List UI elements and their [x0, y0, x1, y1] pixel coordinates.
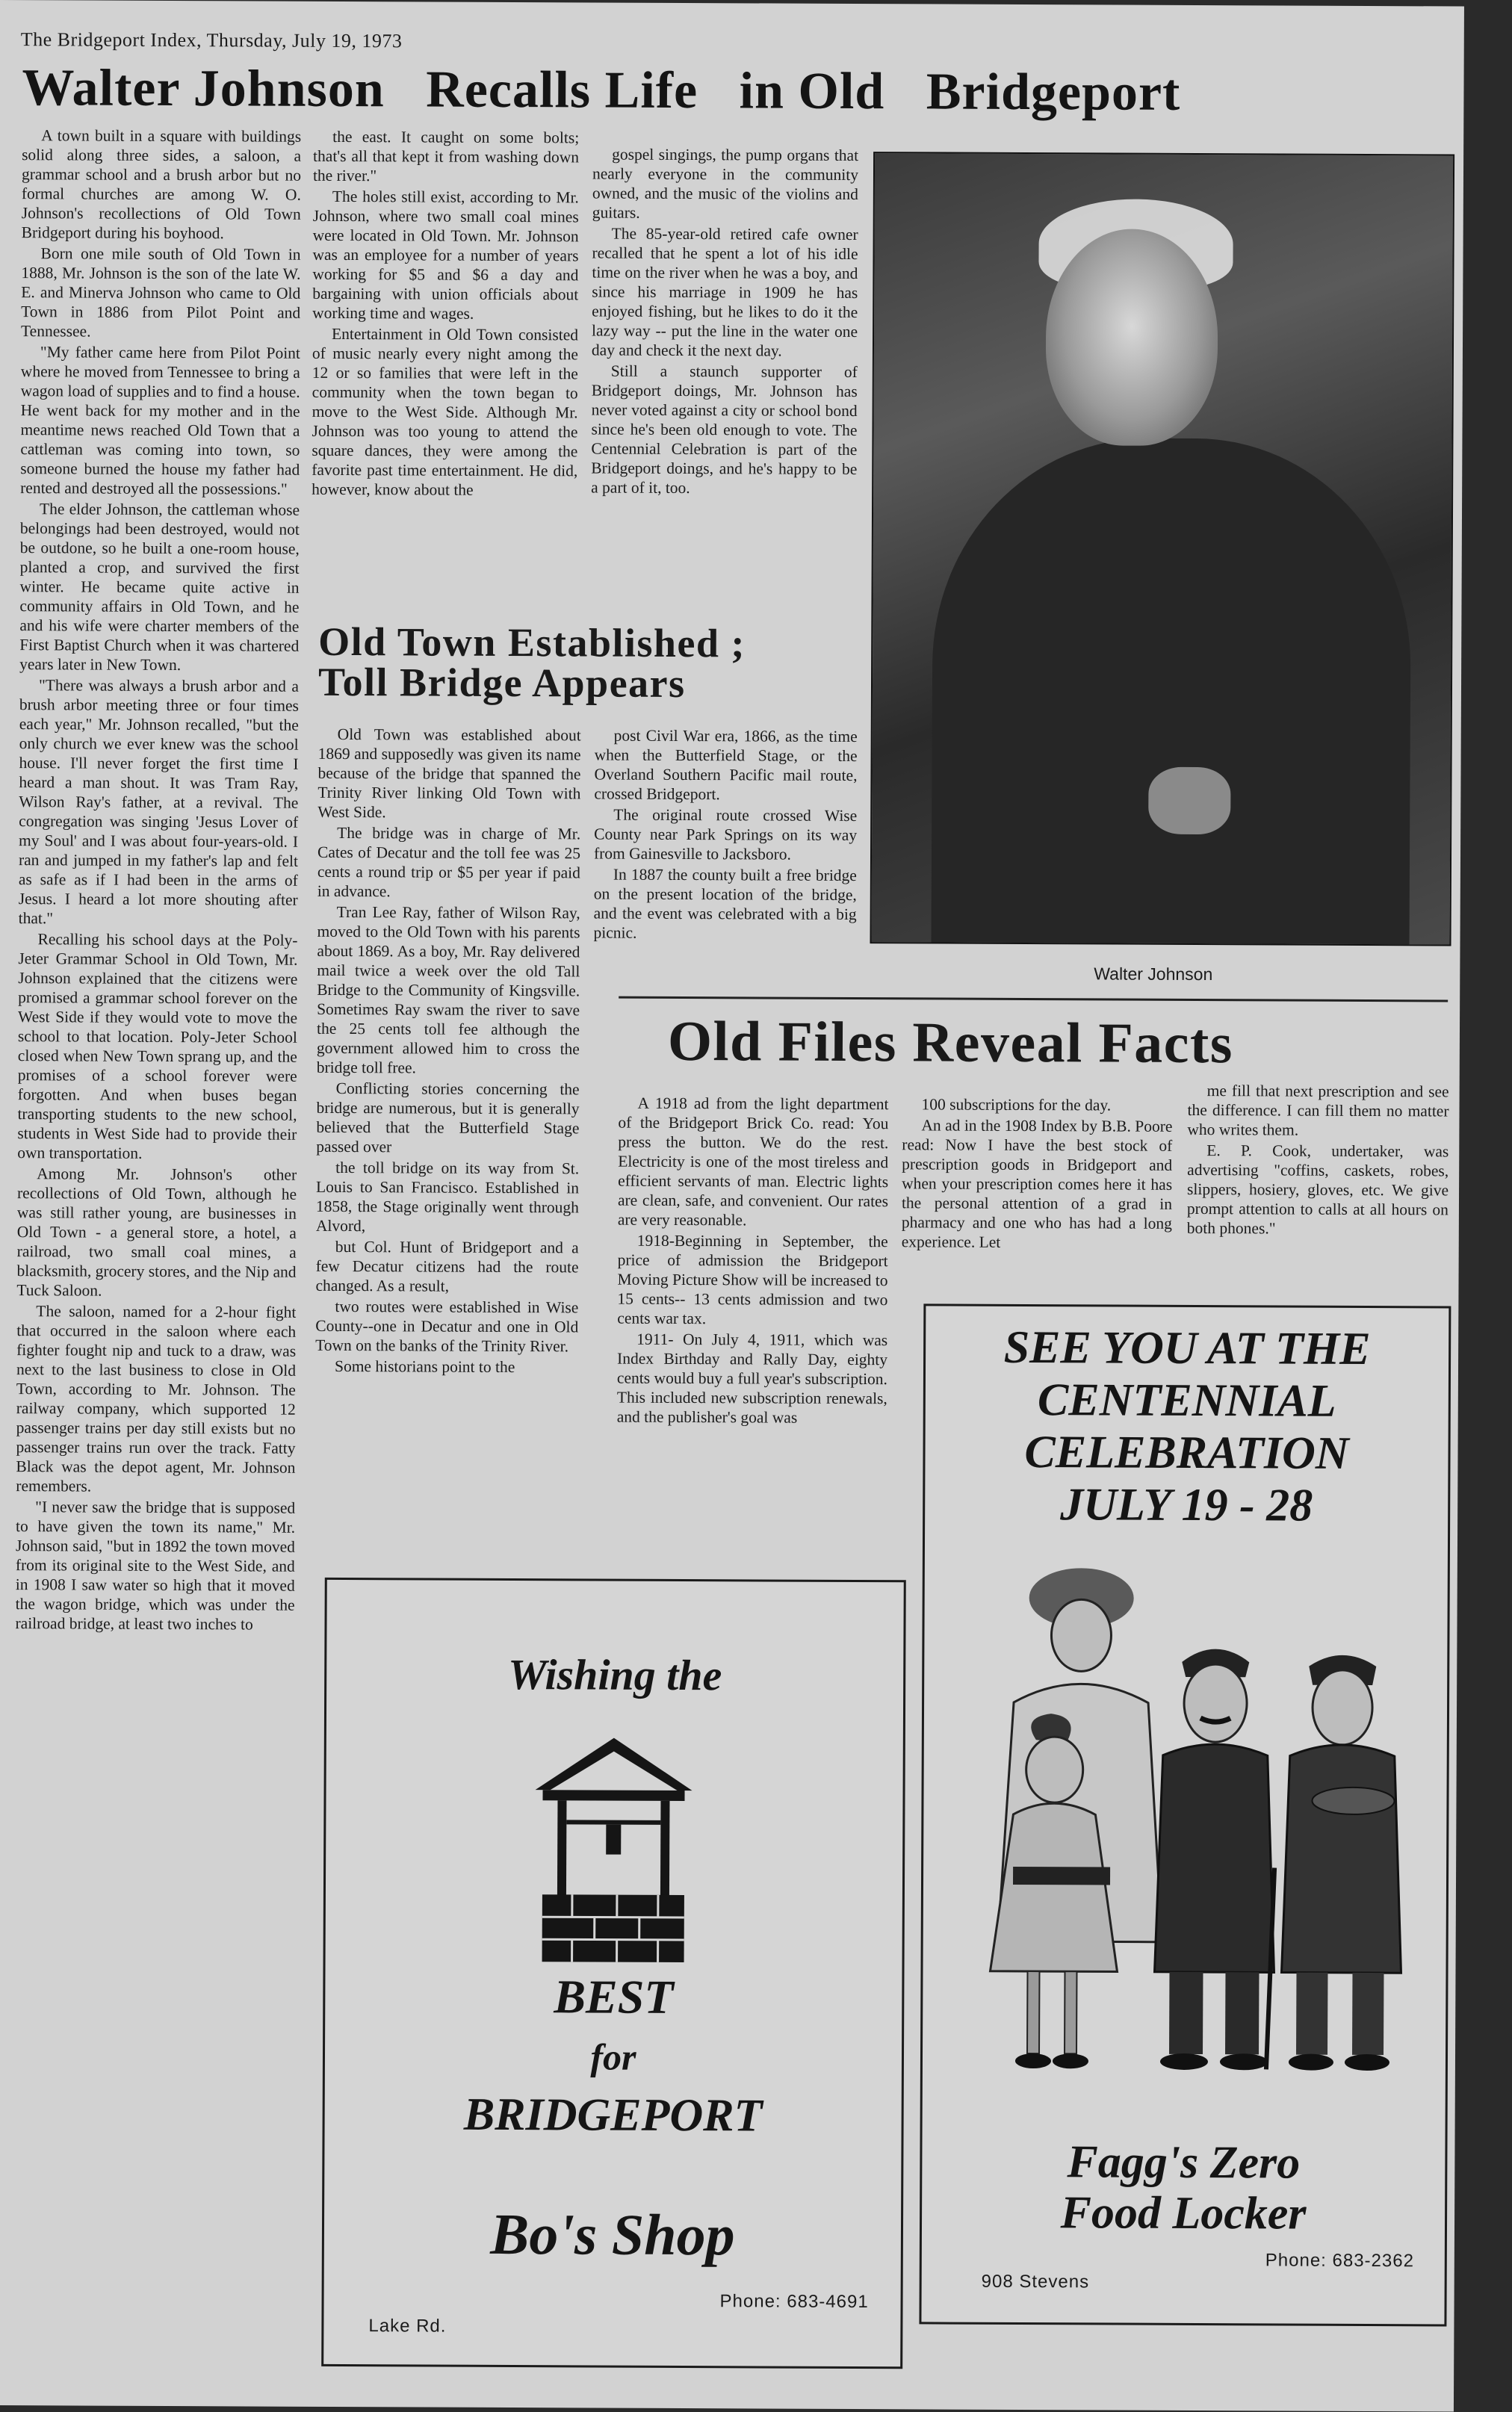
paragraph: the toll bridge on its way from St. Louis to San Francisco. Established in 1858, the Stage originally went through Alvord, [316, 1158, 579, 1237]
old-town-headline [318, 621, 871, 704]
old-files-col-b [901, 1094, 1172, 1312]
period-family-illustration [967, 1553, 1418, 2086]
photo-caption: Walter Johnson [1094, 964, 1212, 985]
paragraph: two routes were established in Wise County--one in Decatur and one in Old Town on the banks of the Trinity River. [315, 1297, 578, 1357]
paragraph: gospel singings, the pump organs that nearly everyone in the community owned, and the music of the violins and guitars. [592, 144, 858, 223]
paragraph: E. P. Cook, undertaker, was advertising "coffins, caskets, robes, slippers, hosiery, gloves, etc. We give prompt attention to calls at all hours on both phones." [1187, 1141, 1449, 1239]
paragraph: Entertainment in Old Town consisted of music nearly every night among the 12 or so families that were left in the community when the town began to move to the West Side. Although Mr. Johnson was too young to attend the square dances, they were among the favorite past time entertainment. He did, however, know about the [312, 324, 578, 500]
ad-bridgeport-text: BRIDGEPORT [324, 2088, 901, 2143]
paragraph: Conflicting stories concerning the bridge are numerous, but it is generally believed that the Butterfield Stage passed over [316, 1079, 579, 1158]
ad-wishing-text: Wishing the [326, 1649, 903, 1701]
ad-faggs-name-line2: Food Locker [922, 2186, 1445, 2241]
old-town-headline-line2: Toll Bridge Appears [318, 662, 871, 704]
paragraph: The original route crossed Wise County near Park Springs on its way from Gainesville to Jacksboro. [594, 804, 857, 864]
paragraph: post Civil War era, 1866, as the time when the Butterfield Stage, or the Overland Southern Pacific mail route, crossed Bridgeport. [594, 725, 857, 804]
ad-best-text: BEST [325, 1968, 902, 2026]
wishing-well-icon [527, 1730, 700, 1970]
main-article-col1 [12, 125, 301, 2390]
ad-bos-phone: Phone: 683-4691 [720, 2291, 869, 2313]
paragraph: The holes still exist, according to Mr. Johnson, where two small coal mines were located in Old Town. Mr. Johnson was an employee for a number of years working for $5 and $6 a day and bargaining with union officials about working time and wages. [312, 187, 579, 324]
paragraph: Among Mr. Johnson's other recollections of Old Town, although he was still rather young, are businesses in Old Town - a general store, a hotel, a railroad, two small coal mines, a blacksmith, grocery stores, and the Nip and Tuck Saloon. [16, 1164, 297, 1301]
paragraph: but Col. Hunt of Bridgeport and a few Decatur citizens had the route changed. As a result, [315, 1237, 578, 1297]
main-article-col2 [311, 127, 579, 607]
paragraph: "My father came here from Pilot Point where he moved from Tennessee to bring a wagon load of supplies and to find a house. He went back for my mother and in the meantime news reached Old Town that a cattleman was coming into town, so someone burned the house my father had rented and destroyed all the possessions." [20, 342, 300, 499]
paragraph: me fill that next prescription and see the difference. I can fill them no matter who writes them. [1187, 1081, 1449, 1141]
faggs-ad [919, 1303, 1451, 2326]
paragraph: The elder Johnson, the cattleman whose belongings had been destroyed, would not be outdone, so he built a one-room house, planted a crop, and survived the first winter. He became quite active in community affairs in Old Town, and he and his wife were charter members of the First Baptist Church when it was chartered years later in New Town. [19, 499, 300, 675]
old-town-headline-line1: Old Town Established ; [318, 621, 871, 664]
ad-dates-text: JULY 19 - 28 [925, 1478, 1448, 1533]
paragraph: Tran Lee Ray, father of Wilson Ray, moved to the Old Town with his parents about 1869. As a boy, Mr. Ray delivered mail twice a week over the old Tall Bridge to the Community of Kingsville. Sometimes Ray swam the river to save the 25 cents toll fee although the government allowed him to cross the bridge toll free. [317, 902, 580, 1079]
bos-shop-ad [321, 1578, 906, 2369]
paragraph: 100 subscriptions for the day. [902, 1094, 1173, 1115]
ad-faggs-name-line1: Fagg's Zero [922, 2135, 1445, 2190]
ad-faggs-address: 908 Stevens [982, 2272, 1090, 2293]
ad-see-you-text: SEE YOU AT THE [926, 1321, 1449, 1376]
paragraph: "I never saw the bridge that is supposed to have given the town its name," Mr. Johnson said, "but in 1892 the town moved from its original site to the West Side, and in 1908 I saw water so high that it moved the wagon bridge, which was under the railroad bridge, at least two inches to [15, 1497, 295, 1634]
paragraph: Still a staunch supporter of Bridgeport doings, Mr. Johnson has never voted against a city or school bond since he's been old enough to vote. The Centennial Celebration is part of the Bridgeport doings, and he's happy to be a part of it, too. [591, 361, 858, 498]
ad-bos-shop-name: Bo's Shop [324, 2200, 901, 2269]
main-headline: Walter Johnson Recalls Life in Old Bridgeport [22, 58, 1389, 124]
paragraph: Some historians point to the [315, 1357, 578, 1377]
ad-centennial-text: CENTENNIAL [926, 1373, 1449, 1428]
masthead: The Bridgeport Index, Thursday, July 19, 1973 [21, 28, 403, 52]
photo-figure-face [1045, 229, 1218, 446]
paragraph: The bridge was in charge of Mr. Cates of Decatur and the toll fee was 25 cents a round trip or $5 per year if paid in advance. [317, 823, 580, 902]
paragraph: Recalling his school days at the Poly-Jeter Grammar School in Old Town, Mr. Johnson explained that the citizens were promised a grammar school forever on the West Side if they would vote to move the school to that location. Poly-Jeter School closed when New Town sprang up, and the promises of a school forever were forgotten. And when buses began transporting students to the new school, students in West Side had to provide their own transportation. [17, 929, 297, 1164]
old-files-col-a [616, 1094, 889, 1573]
paragraph: A town built in a square with buildings solid along three sides, a saloon, a grammar school and a brush arbor but no formal churches are among W. O. Johnson's recollections of Old Town Bridgeport during his boyhood. [22, 125, 302, 244]
old-town-col-a [315, 725, 581, 1548]
ad-bos-address: Lake Rd. [368, 2316, 446, 2337]
old-town-col-b [593, 725, 858, 996]
paragraph: Born one mile south of Old Town in 1888, Mr. Johnson is the son of the late W. E. and Minerva Johnson who came to Old Town in 1886 from Pilot Point and Tennessee. [21, 244, 301, 342]
paragraph: the east. It caught on some bolts; that's all that kept it from washing down the river." [313, 127, 579, 187]
photo-figure-hand [1148, 767, 1230, 834]
paragraph: Old Town was established about 1869 and supposedly was given its name because of the bridge that spanned the Trinity River linking Old Town with West Side. [317, 725, 581, 823]
paragraph: 1911- On July 4, 1911, which was Index Birthday and Rally Day, eighty cents would buy a full year's subscription. This included new subscription renewals, and the publisher's goal was [617, 1330, 888, 1428]
paragraph: An ad in the 1908 Index by B.B. Poore read: Now I have the best stock of prescription goods in Bridgeport and when your prescription comes here it has the personal attention of a grad in pharmacy and one who has had a long experience. Let [902, 1115, 1173, 1253]
ad-for-text: for [325, 2034, 902, 2080]
section-rule [619, 996, 1448, 1002]
photo-figure-body [932, 437, 1412, 944]
old-files-headline: Old Files Reveal Facts [668, 1013, 1233, 1072]
paragraph: The 85-year-old retired cafe owner recalled that he spent a lot of his idle time on the river when he was a boy, and since his marriage in 1909 he has enjoyed fishing, but he likes to do it the lazy way -- put the line in the water one day and check it the next day. [592, 223, 858, 361]
paragraph: The saloon, named for a 2-hour fight that occurred in the saloon where each fighter fought nip and tuck to a draw, was next to the last business to close in Old Town, according to Mr. Johnson. The railway company, which supported 12 passenger trains per day still exists but no passenger trains run over the track. Fatty Black was the depot agent, Mr. Johnson remembers. [16, 1301, 296, 1497]
ad-celebration-text: CELEBRATION [925, 1425, 1448, 1481]
paragraph: A 1918 ad from the light department of the Bridgeport Brick Co. read: You press the button. We do the rest. Electricity is one of the most tireless and efficient servants of man. Electric lights are clean, safe, and convenient. Our rates are very reasonable. [618, 1094, 889, 1231]
old-files-col-c [1186, 1081, 1449, 1314]
ad-faggs-phone: Phone: 683-2362 [1265, 2250, 1414, 2272]
paragraph: 1918-Beginning in September, the price of admission the Bridgeport Moving Picture Show will be increased to 15 cents-- 13 cents admission and two cents war tax. [617, 1231, 888, 1330]
walter-johnson-photo [870, 152, 1454, 946]
paragraph: In 1887 the county built a free bridge on the present location of the bridge, and the event was celebrated with a big picnic. [594, 864, 857, 943]
paragraph: "There was always a brush arbor and a brush arbor meeting three or four times each year," Mr. Johnson recalled, "but the only church we ever knew was the school house. I'll never forget the first time I heard a man shout. It was Tram Ray, Wilson Ray's father, at a revival. The congregation was singing 'Jesus Lover of my Soul' and I was about four-years-old. I ran and jumped in my father's lap and felt as safe as if I had been in the arms of Jesus. I heard a lot more shouting after that." [19, 675, 299, 929]
main-article-col3 [590, 144, 858, 609]
